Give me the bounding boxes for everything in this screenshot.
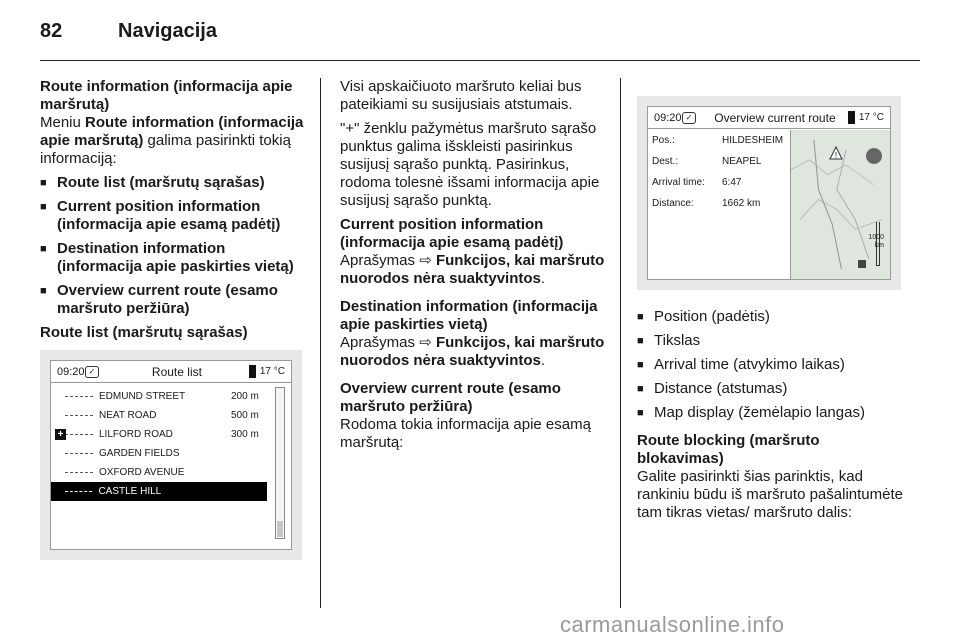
table-row[interactable] (51, 387, 291, 406)
column-3 (637, 304, 903, 528)
table-row[interactable] (51, 463, 291, 482)
map-display[interactable] (790, 130, 890, 279)
route-blocking-heading: Route blocking (maršruto blokavimas) (637, 432, 820, 467)
detail-key: Dest.: (652, 156, 679, 167)
list-item (40, 240, 306, 276)
row-name: OXFORD AVENUE (99, 467, 185, 478)
detail-row (648, 130, 790, 151)
current-position-heading: Current position information (informacija apie esamą padėtį) (340, 216, 564, 251)
expand-plus-icon[interactable]: + (55, 429, 66, 440)
detail-key: Distance: (652, 198, 694, 209)
thermometer-icon (249, 365, 256, 378)
warning-icon (829, 146, 843, 160)
intro-bold: Route information (informacija apie maršrutą) (40, 114, 304, 149)
list-item (40, 282, 306, 318)
list-item-label: Route list (maršrutų sąrašas) (57, 174, 265, 191)
svg-text:!: ! (834, 151, 838, 160)
table-row-selected[interactable] (51, 482, 267, 501)
route-line-icon (65, 453, 93, 454)
watermark: carmanualsonline.info (560, 612, 785, 637)
car-position-icon (858, 260, 866, 268)
overview-screenshot (637, 96, 901, 290)
row-name: NEAT ROAD (99, 410, 157, 421)
destination-ref (340, 334, 606, 370)
table-row[interactable] (51, 406, 291, 425)
row-name: EDMUND STREET (99, 391, 186, 402)
table-row[interactable] (51, 425, 291, 444)
list-item-label: Destination information (informacija apie paskirties vietą) (57, 240, 294, 275)
route-info-heading: Route information (informacija apie maršrutą) (40, 78, 293, 113)
detail-row (648, 151, 790, 172)
list-item-label: Current position information (informacija apie esamą padėtį) (57, 198, 281, 233)
overview-text: Rodoma tokia informacija apie esamą maršrutą: (340, 416, 591, 451)
table-row[interactable] (51, 444, 291, 463)
current-position-ref (340, 252, 606, 288)
screen-time: 09:20 (654, 111, 682, 124)
screen-header (648, 107, 890, 129)
detail-value: NEAPEL (722, 156, 762, 167)
route-info-list (40, 174, 306, 318)
route-line-icon (65, 415, 93, 416)
list-item: ■ Arrival time (atvykimo laikas) (637, 356, 903, 374)
route-info-intro (40, 114, 306, 168)
route-list-screenshot (40, 350, 302, 560)
detail-value: 6:47 (722, 177, 742, 188)
clock-icon: ✓ (85, 366, 99, 378)
list-item (40, 198, 306, 234)
destination-heading: Destination information (informacija apie paskirties vietą) (340, 298, 598, 333)
scrollbar[interactable] (275, 387, 285, 539)
route-line-icon (65, 491, 92, 492)
overview-list (637, 308, 903, 422)
list-item-label: Overview current route (esamo maršruto peržiūra) (57, 282, 278, 317)
desc-word: Aprašymas (340, 334, 416, 351)
column-1 (40, 78, 306, 342)
column-2 (340, 78, 606, 458)
route-line-icon (65, 434, 93, 435)
desc-word: Aprašymas (340, 252, 416, 269)
row-dist: 200 m (231, 391, 259, 402)
scale-label (868, 234, 884, 250)
route-list-screen (50, 360, 292, 550)
list-item: ■ Map display (žemėlapio langas) (637, 404, 903, 422)
route-blocking-text: Galite pasirinkti šias parinktis, kad rankiniu būdu iš maršruto pašalintumėte tam tikras vietas/ maršruto dalis: (637, 468, 903, 521)
detail-value: HILDESHEIM (722, 135, 784, 146)
screen-time: 09:20 (57, 365, 85, 378)
arrow-right-icon: ⇨ (419, 334, 432, 351)
dot: . (540, 352, 546, 369)
compass-icon[interactable] (866, 148, 882, 164)
row-name: LILFORD ROAD (99, 429, 173, 440)
overview-screen (647, 106, 891, 280)
scrollbar-thumb[interactable] (277, 521, 283, 537)
header-rule (40, 60, 920, 61)
screen-title: Overview current route (714, 110, 836, 125)
paragraph-1: Visi apskaičiuoto maršruto keliai bus pateikiami su susijusiais atstumais. (340, 78, 582, 113)
row-dist: 300 m (231, 429, 259, 440)
screen-title: Route list (151, 364, 202, 379)
scale-unit: km (874, 242, 884, 249)
row-dist: 500 m (231, 410, 259, 421)
list-item: ■ Position (padėtis) (637, 308, 903, 326)
reference-link[interactable]: Funkcijos, kai maršruto nuorodos nėra suaktyvintos (340, 334, 605, 369)
row-name: GARDEN FIELDS (99, 448, 180, 459)
row-name: CASTLE HILL (98, 486, 162, 497)
paragraph-2: "+" ženklu pažymėtus maršruto sąrašo punktus galima išskleisti pasirinkus susijusį sąrašo punktą. Pasirinkus, rodoma tolesnė išsami informacija apie susijusį sąrašo punktą. (340, 120, 600, 209)
detail-row (648, 193, 790, 214)
intro-pre: Meniu (40, 114, 86, 131)
intro-post: galima pasirinkti tokią informaciją: (40, 132, 291, 167)
screen-header (51, 361, 291, 383)
detail-row (648, 172, 790, 193)
screen-temp: 17 °C (858, 112, 884, 123)
detail-key: Arrival time: (652, 177, 705, 188)
list-item: ■ Tikslas (637, 332, 903, 350)
page-number: 82 (40, 20, 63, 42)
clock-icon: ✓ (682, 112, 696, 124)
page-header (40, 20, 217, 50)
column-divider-2 (620, 78, 621, 608)
list-item: ■ Distance (atstumas) (637, 380, 903, 398)
route-line-icon (65, 396, 93, 397)
detail-value: 1662 km (722, 198, 761, 209)
route-list-heading: Route list (maršrutų sąrašas) (40, 324, 248, 341)
list-item (40, 174, 306, 192)
overview-heading: Overview current route (esamo maršruto peržiūra) (340, 380, 561, 415)
detail-key: Pos.: (652, 135, 675, 146)
column-divider-1 (320, 78, 321, 608)
thermometer-icon (848, 111, 855, 124)
scale-value: 1000 (868, 234, 884, 241)
dot: . (540, 270, 546, 287)
arrow-right-icon: ⇨ (419, 252, 432, 269)
page-title: Navigacija (118, 20, 217, 42)
route-line-icon (65, 472, 93, 473)
screen-temp: 17 °C (259, 366, 285, 377)
route-details (648, 130, 790, 279)
reference-link[interactable]: Funkcijos, kai maršruto nuorodos nėra suaktyvintos (340, 252, 605, 287)
